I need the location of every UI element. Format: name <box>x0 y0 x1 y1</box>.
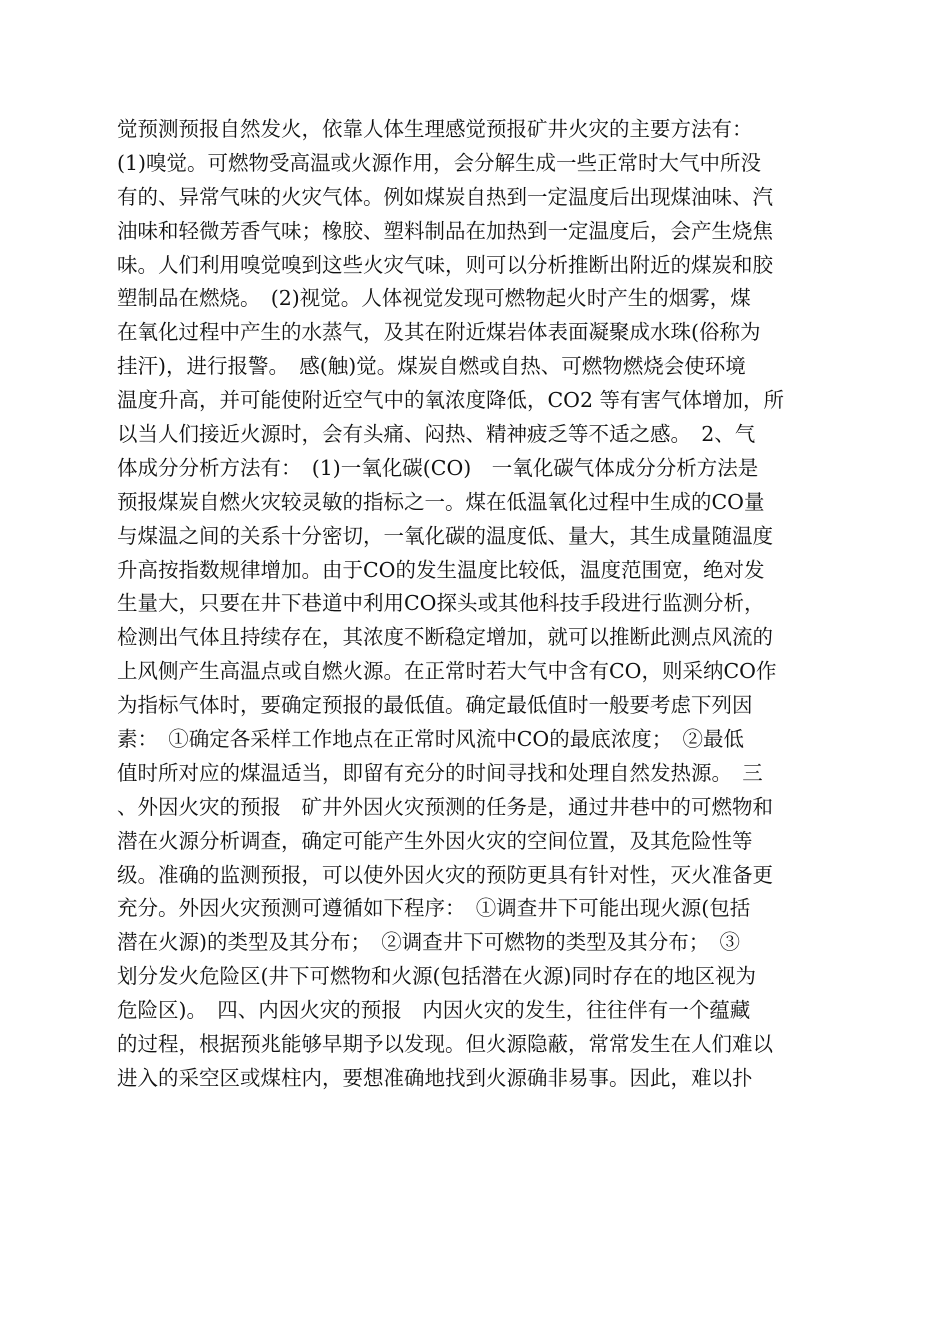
text-line: 值时所对应的煤温适当，即留有充分的时间寻找和处理自然发热源。 三 <box>117 760 763 785</box>
text-line: 预报煤炭自燃火灾较灵敏的指标之一。煤在低温氧化过程中生成的CO量 <box>117 489 765 514</box>
text-line: 上风侧产生高温点或自燃火源。在正常时若大气中含有CO，则采纳CO作 <box>117 659 777 684</box>
text-line: 进入的采空区或煤柱内，要想准确地找到火源确非易事。因此，难以扑 <box>117 1065 753 1090</box>
text-line: 塑制品在燃烧。 (2)视觉。人体视觉发现可燃物起火时产生的烟雾，煤 <box>117 286 751 311</box>
text-line: 挂汗)，进行报警。 感(触)觉。煤炭自燃或自热、可燃物燃烧会使环境 <box>117 354 746 379</box>
text-line: 油味和轻微芳香气味；橡胶、塑料制品在加热到一定温度后，会产生烧焦 <box>117 218 773 243</box>
text-line: 检测出气体且持续存在，其浓度不断稳定增加，就可以推断此测点风流的 <box>117 625 773 650</box>
text-line: 、外因火灾的预报 矿井外因火灾预测的任务是，通过井巷中的可燃物和 <box>117 794 773 819</box>
text-line: 级。准确的监测预报，可以使外因火灾的预防更具有针对性，灭火准备更 <box>117 862 773 887</box>
text-line: 升高按指数规律增加。由于CO的发生温度比较低，温度范围宽，绝对发 <box>117 557 765 582</box>
text-line: 觉预测预报自然发火，依靠人体生理感觉预报矿井火灾的主要方法有： <box>117 117 753 141</box>
text-line: 以当人们接近火源时，会有头痛、闷热、精神疲乏等不适之感。 2、气 <box>117 422 756 447</box>
text-line: 的过程，根据预兆能够早期予以发现。但火源隐蔽，常常发生在人们难以 <box>117 1032 773 1057</box>
text-line: 有的、异常气味的火灾气体。例如煤炭自热到一定温度后出现煤油味、汽 <box>117 184 773 209</box>
text-line: 在氧化过程中产生的水蒸气，及其在附近煤岩体表面凝聚成水珠(俗称为 <box>117 320 761 345</box>
text-line: 危险区)。 四、内因火灾的预报 内因火灾的发生，往往伴有一个蕴藏 <box>117 998 751 1023</box>
text-line: 潜在火源)的类型及其分布； ②调查井下可燃物的类型及其分布； ③ <box>117 930 740 955</box>
body-text <box>117 113 837 1096</box>
text-line: 潜在火源分析调查，确定可能产生外因火灾的空间位置，及其危险性等 <box>117 828 753 853</box>
text-line: 素： ①确定各采样工作地点在正常时风流中CO的最底浓度； ②最低 <box>117 727 744 752</box>
text-line: 充分。外因火灾预测可遵循如下程序： ①调查井下可能出现火源(包括 <box>117 896 751 921</box>
text-line: 与煤温之间的关系十分密切，一氧化碳的温度低、量大，其生成量随温度 <box>117 523 773 548</box>
text-line: 生量大，只要在井下巷道中利用CO探头或其他科技手段进行监测分析， <box>117 591 765 616</box>
text-line: 划分发火危险区(井下可燃物和火源(包括潜在火源)同时存在的地区视为 <box>117 964 756 989</box>
text-line: 为指标气体时，要确定预报的最低值。确定最低值时一般要考虑下列因 <box>117 693 753 718</box>
text-line: 味。人们利用嗅觉嗅到这些火灾气味，则可以分析推断出附近的煤炭和胶 <box>117 252 773 277</box>
text-line: 温度升高，并可能使附近空气中的氧浓度降低，CO2 等有害气体增加，所 <box>117 388 785 413</box>
text-line: (1)嗅觉。可燃物受高温或火源作用，会分解生成一些正常时大气中所没 <box>117 150 762 175</box>
text-line: 体成分分析方法有： (1)一氧化碳(CO) 一氧化碳气体成分分析方法是 <box>117 455 759 480</box>
